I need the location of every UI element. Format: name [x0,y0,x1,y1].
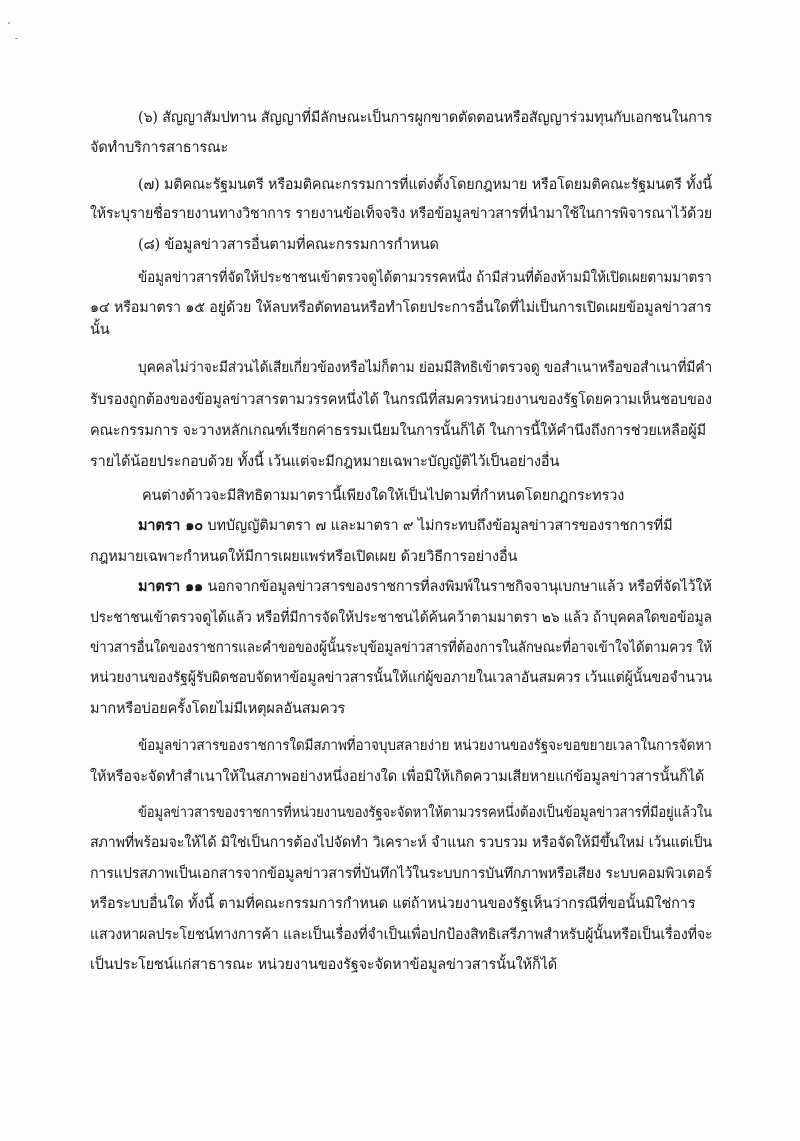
text-line: ประชาชนเข้าตรวจดูได้แล้ว หรือที่มีการจัดให้ประชาชนได้ค้นคว้าตามมาตรา ๒๖ แล้ว ถ้าบุคคลใดขอข้อมูล [90,610,712,626]
text-line: มากหรือบ่อยครั้งโดยไม่มีเหตุผลอันสมควร [90,701,346,717]
text-line: คนต่างด้าวจะมีสิทธิตามมาตรานี้เพียงใดให้เป็นไปตามที่กำหนดโดยกฎกระทรวง [142,488,625,504]
text-line: ข้อมูลข่าวสารที่จัดให้ประชาชนเข้าตรวจดูได้ตามวรรคหนึ่ง ถ้ามีส่วนที่ต้องห้ามมิให้เปิดเผยตามมาตรา [138,270,712,286]
text-line: นั้น [90,322,110,338]
section-line: มาตรา ๑๑ นอกจากข้อมูลข่าวสารของราชการที่ลงพิมพ์ในราชกิจจานุเบกษาแล้ว หรือที่จัดไว้ให้ [138,578,712,595]
text-line: หน่วยงานของรัฐผู้รับผิดชอบจัดหาข้อมูลข่าวสารนั้นให้แก่ผู้ขอภายในเวลาอันสมควร เว้นแต่ผู้นั้นขอจำนวน [90,670,713,686]
text-line: รายได้น้อยประกอบด้วย ทั้งนี้ เว้นแต่จะมีกฎหมายเฉพาะบัญญัติไว้เป็นอย่างอื่น [90,454,560,470]
text-line: ข้อมูลข่าวสารของราชการที่หน่วยงานของรัฐจะจัดหาให้ตามวรรคหนึ่งต้องเป็นข้อมูลข่าวสารที่มีอยู่แล้วใน [138,805,712,821]
section-heading: มาตรา ๑๑ [138,578,204,595]
text-line: เป็นประโยชน์แก่สาธารณะ หน่วยงานของรัฐจะจัดหาข้อมูลข่าวสารนั้นให้ก็ได้ [90,957,558,973]
scan-speck [8,22,10,24]
text-line: คณะกรรมการ จะวางหลักเกณฑ์เรียกค่าธรรมเนียมในการนั้นก็ได้ ในการนี้ให้คำนึงถึงการช่วยเหลือผู้มี [90,423,707,439]
text-line: ข้อมูลข่าวสารของราชการใดมีสภาพที่อาจบุบสลายง่าย หน่วยงานของรัฐจะขอขยายเวลาในการจัดหา [138,738,712,754]
text-line: การแปรสภาพเป็นเอกสารจากข้อมูลข่าวสารที่บันทึกไว้ในระบบการบันทึกภาพหรือเสียง ระบบคอมพิวเตอร์ [90,866,712,882]
section-line: มาตรา ๑๐ บทบัญญัติมาตรา ๗ และมาตรา ๙ ไม่กระทบถึงข้อมูลข่าวสารของราชการที่มี [138,517,673,534]
text-line: หรือระบบอื่นใด ทั้งนี้ ตามที่คณะกรรมการกำหนด แต่ถ้าหน่วยงานของรัฐเห็นว่ากรณีที่ขอนั้นมิใช่การ [90,896,696,912]
text-line: (๖) สัญญาสัมปทาน สัญญาที่มีลักษณะเป็นการผูกขาดตัดตอนหรือสัญญาร่วมทุนกับเอกชนในการ [138,110,713,126]
text-line: สภาพที่พร้อมจะให้ได้ มิใช่เป็นการต้องไปจัดทำ วิเคราะห์ จำแนก รวบรวม หรือจัดให้มีขึ้นใหม่ เว้นแต่เป็น [90,835,713,851]
text-line: จัดทำบริการสาธารณะ [90,140,229,156]
text-line: ๑๔ หรือมาตรา ๑๕ อยู่ด้วย ให้ลบหรือตัดทอนหรือทำโดยประการอื่นใดที่ไม่เป็นการเปิดเผยข้อมูลข่าวสาร [90,300,712,316]
text-line: กฎหมายเฉพาะกำหนดให้มีการเผยแพร่หรือเปิดเผย ด้วยวิธีการอย่างอื่น [90,549,518,565]
text-line: ให้ระบุรายชื่อรายงานทางวิชาการ รายงานข้อเท็จจริง หรือข้อมูลข่าวสารที่นำมาใช้ในการพิจารณาไว้ด้วย [90,206,713,222]
section-heading: มาตรา ๑๐ [138,517,203,534]
scan-speck [15,38,18,39]
text-line: แสวงหาผลประโยชน์ทางการค้า และเป็นเรื่องที่จำเป็นเพื่อปกป้องสิทธิเสรีภาพสำหรับผู้นั้นหรือเป็นเรื่องที่จะ [90,927,713,943]
text-line: บุคคลไม่ว่าจะมีส่วนได้เสียเกี่ยวข้องหรือไม่ก็ตาม ย่อมมีสิทธิเข้าตรวจดู ขอสำเนาหรือขอสำเนาที่มีคำ [138,360,713,376]
text-line: ให้หรือจะจัดทำสำเนาให้ในสภาพอย่างหนึ่งอย่างใด เพื่อมิให้เกิดความเสียหายแก่ข้อมูลข่าวสารนั้นก็ได้ [90,769,705,785]
text-line: (๗) มติคณะรัฐมนตรี หรือมติคณะกรรมการที่แต่งตั้งโดยกฎหมาย หรือโดยมติคณะรัฐมนตรี ทั้งนี้ [138,177,713,193]
text-line: (๘) ข้อมูลข่าวสารอื่นตามที่คณะกรรมการกำหนด [138,237,439,253]
text-line: ข่าวสารอื่นใดของราชการและคำขอของผู้นั้นระบุข้อมูลข่าวสารที่ต้องการในลักษณะที่อาจเข้าใจได้ตามควร ให้ [90,640,712,656]
text-line: รับรองถูกต้องของข้อมูลข่าวสารตามวรรคหนึ่งได้ ในกรณีที่สมควรหน่วยงานของรัฐโดยความเห็นชอบของ [90,392,712,408]
